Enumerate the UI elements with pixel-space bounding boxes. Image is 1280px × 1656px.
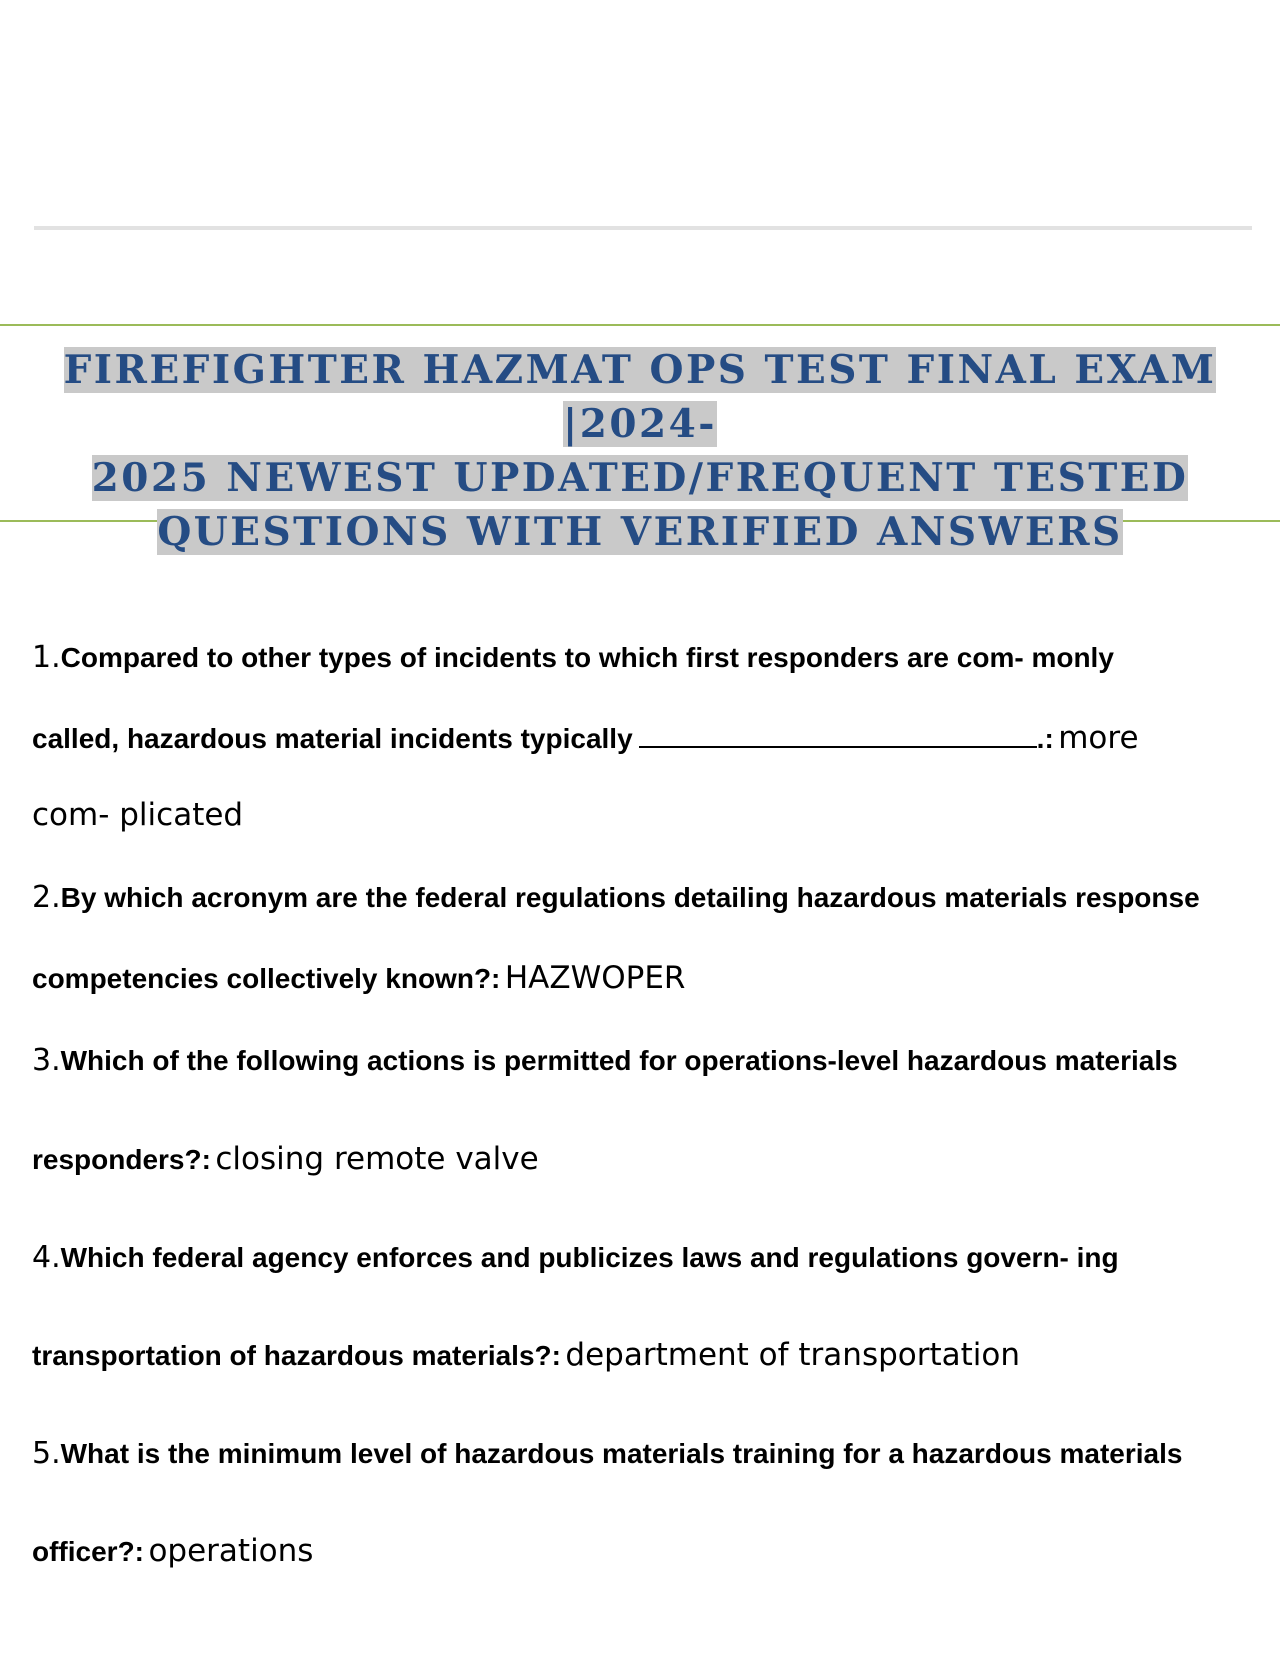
title-line-2: 2025 NEWEST UPDATED/FREQUENT TESTED [91,455,1189,501]
question-number: 3. [32,1043,61,1078]
question-number: 2. [32,880,61,915]
question-suffix: .: [1036,723,1054,754]
answer-text: more [1058,720,1139,756]
question-text: responders?: [32,1144,211,1175]
question-number: 4. [32,1240,61,1275]
title-line-1: FIREFIGHTER HAZMAT OPS TEST FINAL EXAM |2024- [63,347,1217,447]
question-text: By which acronym are the federal regulations detailing hazardous materials response [60,882,1200,913]
answer-text: operations [148,1533,314,1569]
answer-text-continued: com- plicated [32,797,244,833]
document-title [0,343,1280,559]
answer-text: department of transportation [565,1337,1021,1373]
question-number: 1. [32,640,61,675]
question-text: officer?: [32,1536,144,1567]
answer-blank [639,720,1037,748]
question-text: Which federal agency enforces and publicizes laws and regulations govern- ing [60,1242,1119,1273]
question-text: transportation of hazardous materials?: [32,1340,561,1371]
title-block [0,324,1280,555]
question-text: Compared to other types of incidents to which first responders are com- monly [60,642,1114,673]
header-rule [34,226,1252,230]
question-number: 5. [32,1436,61,1471]
question-text: Which of the following actions is permitted for operations-level hazardous materials [60,1045,1178,1076]
question-text: called, hazardous material incidents typically [32,723,633,754]
answer-text: closing remote valve [215,1141,539,1177]
answer-text: HAZWOPER [504,960,686,996]
question-text: competencies collectively known?: [32,963,501,994]
question-text: What is the minimum level of hazardous materials training for a hazardous materials [60,1438,1183,1469]
title-line-3: QUESTIONS WITH VERIFIED ANSWERS [157,509,1123,555]
